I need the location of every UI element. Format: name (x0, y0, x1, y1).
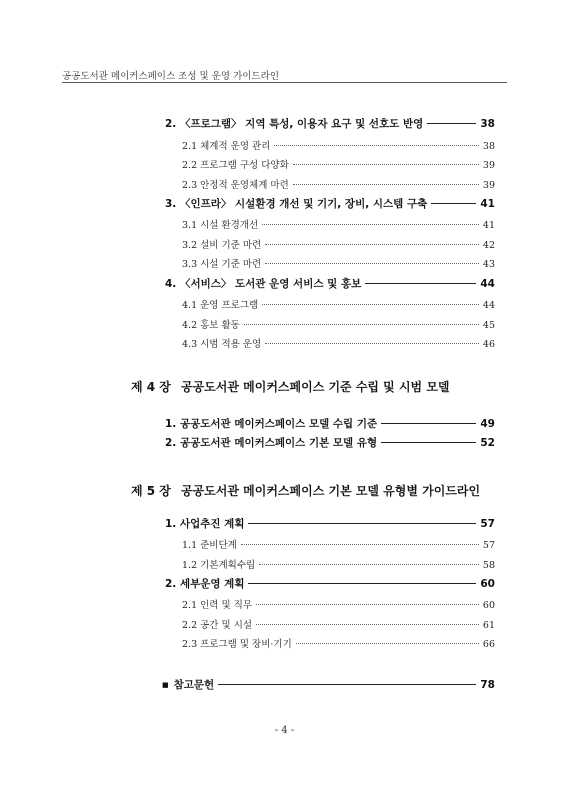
toc-entry-page: 78 (480, 679, 495, 691)
toc-entry-ch5-2-1[interactable] (182, 597, 495, 611)
toc-entry-label: 4.3 시범 적용 운영 (182, 339, 262, 350)
page-number: - 4 - (274, 725, 295, 736)
leader-line (427, 123, 476, 124)
chapter-number: 제 4 장 (131, 380, 171, 394)
toc-entry-page: 41 (480, 198, 495, 210)
toc-entry-page: 41 (482, 220, 495, 231)
leader-line (218, 684, 476, 685)
leader-line (248, 523, 476, 524)
toc-entry-2[interactable] (165, 116, 495, 131)
toc-entry-label: 2.3 프로그램 및 장비·기기 (182, 639, 292, 650)
header-rule (62, 82, 507, 83)
toc-entry-ch5-1[interactable] (165, 516, 495, 531)
toc-entry-2-2[interactable] (182, 157, 495, 171)
toc-entry-page: 60 (482, 600, 495, 611)
toc-entry-4-2[interactable] (182, 317, 495, 331)
leader-line (365, 283, 476, 284)
toc-entry-label: 2.3 안정적 운영체계 마련 (182, 180, 289, 191)
toc-entry-label: 2. 〈프로그램〉 지역 특성, 이용자 요구 및 선호도 반영 (165, 118, 424, 130)
toc-entry-3-2[interactable] (182, 237, 495, 251)
toc-entry-label: 3.3 시설 기준 마련 (182, 259, 262, 270)
toc-entry-label: 1.2 기본계획수립 (182, 560, 256, 571)
chapter-4-heading[interactable] (131, 378, 450, 395)
toc-entry-label: 2. 세부운영 계획 (165, 578, 245, 590)
leader-dots (259, 564, 479, 565)
toc-entry-page: 45 (482, 320, 495, 331)
toc-entry-page: 38 (480, 118, 495, 130)
toc-entry-page: 52 (480, 437, 495, 449)
toc-entry-label: 2. 공공도서관 메이커스페이스 기본 모델 유형 (165, 437, 378, 449)
toc-entry-3-3[interactable] (182, 256, 495, 270)
toc-entry-page: 57 (480, 518, 495, 530)
leader-dots (265, 244, 479, 245)
toc-entry-label: 3. 〈인프라〉 시설환경 개선 및 기기, 장비, 시스템 구축 (165, 198, 428, 210)
toc-entry-ch5-2-2[interactable] (182, 617, 495, 631)
toc-entry-4-1[interactable] (182, 297, 495, 311)
toc-entry-page: 46 (482, 339, 495, 350)
toc-entry-4[interactable] (165, 276, 495, 291)
toc-entry-page: 43 (482, 259, 495, 270)
toc-entry-label: 2.2 공간 및 시설 (182, 620, 253, 631)
toc-entry-page: 61 (482, 620, 495, 631)
toc-entry-page: 66 (482, 639, 495, 650)
chapter-title: 공공도서관 메이커스페이스 기준 수립 및 시범 모델 (181, 380, 450, 394)
toc-entry-label: 1.1 준비단계 (182, 540, 237, 551)
toc-entry-page: 58 (482, 560, 495, 571)
toc-entry-label: 3.1 시설 환경개선 (182, 220, 259, 231)
toc-entry-label: 1. 사업추진 계획 (165, 518, 245, 530)
toc-entry-ch4-1[interactable] (165, 416, 495, 431)
square-bullet-icon: ■ (162, 681, 169, 689)
toc-entry-page: 57 (482, 540, 495, 551)
toc-entry-label: 4. 〈서비스〉 도서관 운영 서비스 및 홍보 (165, 278, 362, 290)
leader-line (381, 423, 476, 424)
toc-entry-page: 42 (482, 240, 495, 251)
toc-entry-page: 49 (480, 418, 495, 430)
leader-line (381, 442, 476, 443)
leader-dots (296, 643, 479, 644)
references-label: 참고문헌 (173, 679, 215, 691)
leader-dots (265, 263, 479, 264)
toc-entry-page: 60 (480, 578, 495, 590)
toc-entry-label: 3.2 설비 기준 마련 (182, 240, 262, 251)
chapter-title: 공공도서관 메이커스페이스 기본 모델 유형별 가이드라인 (181, 484, 481, 498)
toc-entry-ch4-2[interactable] (165, 435, 495, 450)
leader-dots (262, 224, 479, 225)
leader-dots (265, 343, 479, 344)
toc-entry-3[interactable] (165, 196, 495, 211)
toc-entry-2-1[interactable] (182, 138, 495, 152)
leader-dots (241, 544, 479, 545)
toc-entry-3-1[interactable] (182, 217, 495, 231)
toc-entry-page: 44 (480, 278, 495, 290)
toc-entry-4-3[interactable] (182, 336, 495, 350)
leader-dots (293, 184, 479, 185)
toc-entry-ch5-1-2[interactable] (182, 557, 495, 571)
toc-entry-page: 38 (482, 141, 495, 152)
toc-entry-references[interactable] (162, 677, 495, 692)
toc-entry-ch5-2[interactable] (165, 576, 495, 591)
toc-entry-page: 44 (482, 300, 495, 311)
toc-entry-label: 1. 공공도서관 메이커스페이스 모델 수립 기준 (165, 418, 378, 430)
toc-entry-ch5-2-3[interactable] (182, 636, 495, 650)
running-header: 공공도서관 메이커스페이스 조성 및 운영 가이드라인 (62, 71, 279, 82)
toc-entry-page: 39 (482, 160, 495, 171)
toc-entry-label: 2.1 인력 및 직무 (182, 600, 253, 611)
toc-entry-2-3[interactable] (182, 177, 495, 191)
toc-entry-label: 4.1 운영 프로그램 (182, 300, 259, 311)
leader-dots (256, 624, 479, 625)
toc-entry-label: 2.1 체계적 운영 관리 (182, 141, 271, 152)
toc-entry-ch5-1-1[interactable] (182, 537, 495, 551)
toc-entry-label: 2.2 프로그램 구성 다양화 (182, 160, 289, 171)
leader-dots (262, 304, 479, 305)
toc-entry-label: 4.2 홍보 활동 (182, 320, 240, 331)
leader-dots (274, 145, 478, 146)
leader-dots (293, 164, 479, 165)
toc-entry-label (162, 677, 214, 692)
chapter-number: 제 5 장 (131, 484, 171, 498)
toc-entry-page: 39 (482, 180, 495, 191)
leader-line (431, 203, 476, 204)
chapter-5-heading[interactable] (131, 482, 480, 499)
leader-dots (244, 324, 479, 325)
leader-line (248, 583, 476, 584)
leader-dots (256, 604, 479, 605)
